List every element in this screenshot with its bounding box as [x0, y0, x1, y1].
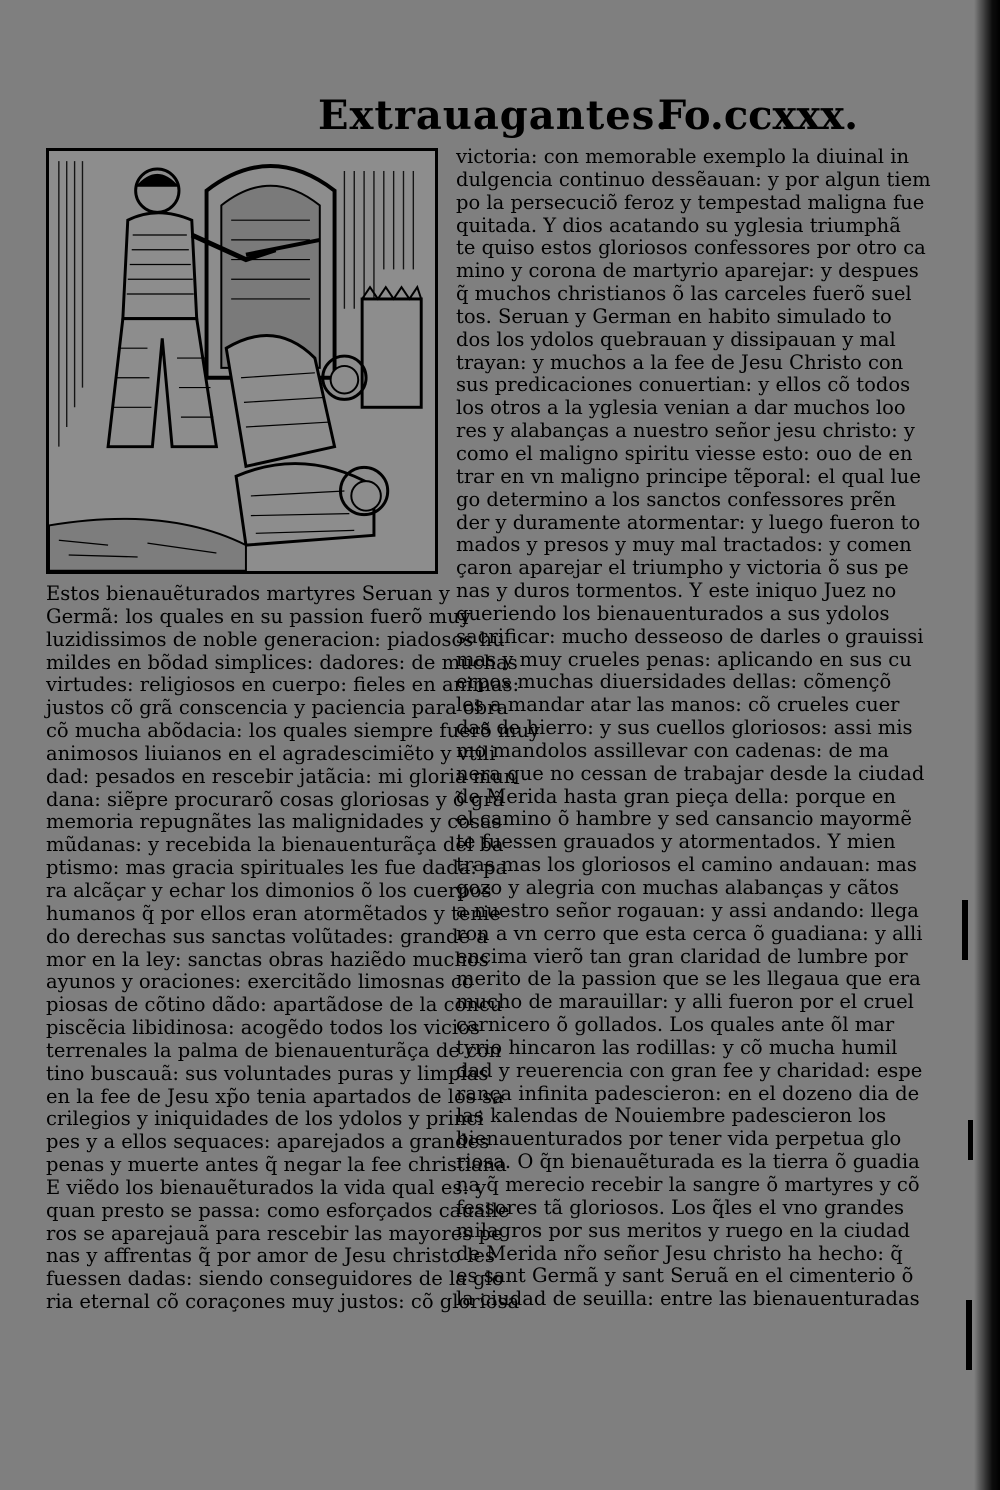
left-column-line: luzidissimos de noble generacion: piadosos hu	[46, 627, 505, 651]
left-column-line: crilegios y iniquidades de los ydolos y princi	[46, 1107, 484, 1131]
right-column-line: mucho de marauillar: y alli fueron por el cruel	[456, 990, 914, 1014]
left-column-line: ra alcãçar y echar los dimonios õ los cuerpos	[46, 878, 492, 902]
right-column-line: res y alabanças a nuestro señor jesu christo: y	[456, 419, 915, 443]
right-column-line: les a mandar atar las manos: cõ crueles cuer	[456, 693, 900, 717]
right-column-line: das de hierro: y sus cuellos gloriosos: assi mis	[456, 716, 913, 740]
right-column-line: gozo y alegria con muchas alabanças y cãtos	[456, 876, 899, 899]
left-column-line: E viẽdo los bienauẽturados la vida qual es: y	[46, 1175, 487, 1199]
left-column-line: justos cõ grã conscencia y paciencia para obra	[46, 696, 509, 720]
right-column-line: de Merida hasta gran pieça della: porque en	[456, 784, 896, 808]
left-column-line: nas y affrentas q̃ por amor de Jesu christo les	[46, 1244, 495, 1268]
margin-mark	[966, 1300, 972, 1370]
left-column-line: humanos q̃ por ellos eran atormẽtados y tenie	[46, 901, 501, 925]
right-column-line: sacrificar: mucho desseoso de darles o grauissi	[456, 624, 924, 648]
right-column-line: na q̃ merecio recebir la sangre õ martyres y cõ	[456, 1172, 920, 1196]
right-column-line: nas y duros tormentos. Y este iniquo Juez no	[456, 579, 897, 603]
left-column-line: Estos bienauẽturados martyres Seruan y	[46, 582, 450, 605]
right-column-line: el camino õ hambre y sed cansancio mayormẽ	[456, 807, 912, 831]
left-column-line: animosos liuianos en el agradescimiẽto y vtili	[46, 741, 496, 765]
right-column-line: encima vierõ tan gran claridad de lumbre por	[456, 944, 908, 968]
right-column-line: dad y reuerencia con gran fee y charidad: espe	[456, 1058, 923, 1082]
right-column-line: rança infinita padescieron: en el dozeno dia de	[456, 1081, 920, 1105]
page-edge-shadow	[974, 0, 1000, 1490]
right-column-line: como el maligno spiritu viesse esto: ouo de en	[456, 441, 913, 465]
right-column-line: queriendo los bienauenturados a sus ydolos	[456, 601, 890, 625]
folio-number: Fo.ccxxx.	[657, 92, 858, 139]
right-column-line: las kalendas de Nouiembre padescieron los	[456, 1104, 887, 1128]
left-column-line: fuessen dadas: siendo conseguidores de la glo	[46, 1267, 504, 1291]
right-column-line: a nuestro señor rogauan: y assi andando: llega	[456, 898, 919, 922]
right-column-line: milagros por sus meritos y ruego en la ciudad	[456, 1218, 910, 1242]
left-column-line: tino buscauã: sus voluntades puras y limpias	[46, 1061, 489, 1085]
left-column-line: terrenales la palma de bienauenturãça de con	[46, 1038, 502, 1062]
left-column-line: en la fee de Jesu xp̃o tenia apartados de los sa	[46, 1084, 504, 1108]
left-column-text	[46, 582, 541, 1314]
left-column-line: dana: siẽpre procurarõ cosas gloriosas y õ grã	[46, 787, 505, 811]
right-column-line: quitada. Y dios acatando su yglesia triumphã	[456, 213, 901, 237]
right-column-line: riosa. O q̃n bienauẽturada es la tierra õ guadia	[456, 1150, 920, 1174]
right-column-line: mados y presos y muy mal tractados: y comen	[456, 533, 912, 557]
left-column-line: cõ mucha abõdacia: los quales siempre fuerõ muy	[46, 719, 541, 743]
left-column-line: do derechas sus sanctas volũtades: grande a	[46, 924, 488, 948]
right-column-line: tos. Seruan y German en habito simulado to	[456, 304, 892, 328]
left-column-line: virtudes: religiosos en cuerpo: fieles en animas:	[46, 673, 520, 697]
right-column-line: der y duramente atormentar: y luego fueron to	[456, 510, 921, 534]
left-column-line: piscẽcia libidinosa: acogẽdo todos los vicios	[46, 1016, 480, 1040]
right-column-line: la ciudad de seuilla: entre las bienauenturadas	[456, 1287, 920, 1311]
left-column-line: penas y muerte antes q̃ negar la fee christiana	[46, 1153, 507, 1177]
margin-mark	[962, 900, 968, 960]
right-column-line: trayan: y muchos a la fee de Jesu Christo con	[456, 350, 904, 374]
running-title: Extrauagantes.	[318, 92, 671, 139]
left-column-line: memoria repugnãtes las malignidades y cosas	[46, 810, 502, 834]
right-column-line: çaron aparejar el triumpho y victoria õ sus pe	[456, 556, 909, 580]
right-column-line: carnicero õ gollados. Los quales ante õl mar	[456, 1013, 895, 1037]
margin-mark	[968, 1120, 973, 1160]
right-column-line: te fuessen grauados y atormentados. Y mien	[456, 830, 896, 854]
right-column-line: tras mas los gloriosos el camino andauan: mas	[456, 853, 917, 877]
right-column-line: mo mandolos assillevar con cadenas: de ma	[456, 738, 889, 762]
right-column-line: victoria: con memorable exemplo la diuinal in	[456, 145, 910, 168]
left-column-line: ria eternal cõ coraçones muy justos: cõ gloriosa	[46, 1290, 520, 1314]
right-column-line: ron a vn cerro que esta cerca õ guadiana: y alli	[456, 921, 923, 945]
right-column-line: tyrio hincaron las rodillas: y cõ mucha humil	[456, 1035, 898, 1059]
left-column-line: piosas de cõtino dãdo: apartãdose de la concu	[46, 993, 503, 1017]
left-column-line: mildes en bõdad simplices: dadores: de muchas	[46, 650, 518, 674]
left-column-line: dad: pesados en rescebir jatãcia: mi gloria mun	[46, 764, 517, 788]
right-column-text	[456, 145, 931, 1311]
left-column-line: ayunos y oraciones: exercitãdo limosnas co	[46, 970, 474, 994]
left-column-line: Germã: los quales en su passion fuerõ muy	[46, 604, 471, 628]
left-column-line: quan presto se passa: como esforçados caualle	[46, 1198, 510, 1222]
right-column-line: trar en vn maligno principe tẽporal: el qual lue	[456, 464, 921, 488]
right-column-line: mino y corona de martyrio aparejar: y despues	[456, 259, 919, 283]
right-column-line: los otros a la yglesia venian a dar muchos loo	[456, 396, 906, 420]
right-column-line: merito de la passion que se les llegaua que era	[456, 967, 921, 991]
right-column-line: nera que no cessan de trabajar desde la ciudad	[456, 761, 925, 785]
right-column-line: bienauenturados por tener vida perpetua glo	[456, 1127, 902, 1151]
right-column-line: q̃ muchos christianos õ las carceles fuerõ suel	[456, 282, 912, 306]
left-column-line: pes y a ellos sequaces: aparejados a grandes	[46, 1130, 490, 1154]
left-column-line: ros se aparejauã para rescebir las mayores pe	[46, 1221, 503, 1245]
right-column-line: dos los ydolos quebrauan y dissipauan y mal	[456, 327, 896, 351]
right-column-line: erpos muchas diuersidades dellas: cõmençõ	[456, 670, 892, 694]
right-column-line: po la persecuciõ feroz y tempestad maligna fue	[456, 190, 925, 214]
left-column-line: mũdanas: y recebida la bienauenturãça del ba	[46, 833, 504, 857]
right-column-line: es sant Germã y sant Seruã en el cimenterio õ	[456, 1264, 914, 1288]
right-column-line: mas y muy crueles penas: aplicando en sus cu	[456, 647, 912, 671]
running-head	[318, 92, 858, 144]
right-column-line: fessores tã gloriosos. Los q̃les el vno grandes	[456, 1195, 905, 1219]
right-column-line: te quiso estos gloriosos confessores por otro ca	[456, 236, 926, 260]
right-column-line: sus predicaciones conuertian: y ellos cõ todos	[456, 373, 911, 397]
right-column-line: dulgencia continuo dessẽauan: y por algun tiem	[456, 167, 931, 191]
right-column-line: go determino a los sanctos confessores prẽn	[456, 487, 896, 511]
woodcut-illustration-icon	[46, 148, 438, 574]
left-column-line: ptismo: mas gracia spirituales les fue dada: pa	[46, 856, 508, 880]
right-column-line: de Merida nr̃o señor Jesu christo ha hecho: q̃	[456, 1241, 903, 1265]
left-column-line: mor en la ley: sanctas obras haziẽdo muchos	[46, 947, 489, 971]
